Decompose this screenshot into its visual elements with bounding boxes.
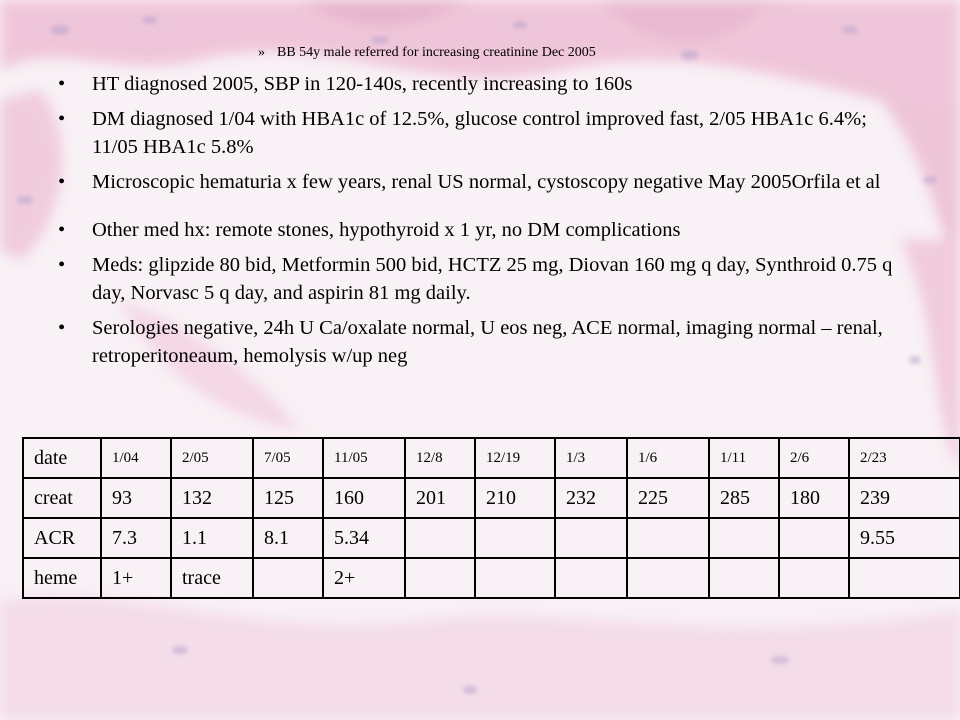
table-header-row	[23, 438, 960, 478]
bullet-text: Serologies negative, 24h U Ca/oxalate normal, U eos neg, ACE normal, imaging normal – renal, retroperitoneaum, hemolysis w/up neg	[92, 317, 883, 367]
table-row-acr	[23, 518, 960, 558]
table-cell: ACR	[23, 518, 101, 558]
table-header-cell: 7/05	[253, 438, 323, 478]
table-cell: 239	[849, 478, 960, 518]
table-cell: 232	[555, 478, 627, 518]
table-cell	[555, 558, 627, 598]
table-header-cell: 1/3	[555, 438, 627, 478]
table-header-cell: 2/6	[779, 438, 849, 478]
table-header-cell: 2/05	[171, 438, 253, 478]
lab-values-table	[22, 437, 960, 599]
bullet-marker: •	[58, 219, 66, 241]
table-header-cell: 11/05	[323, 438, 405, 478]
table-cell	[627, 518, 709, 558]
table-cell: 210	[475, 478, 555, 518]
table-cell	[709, 558, 779, 598]
table-cell	[405, 518, 475, 558]
bullet-marker: •	[58, 317, 66, 339]
table-cell: creat	[23, 478, 101, 518]
table-cell: 8.1	[253, 518, 323, 558]
slide-subtitle	[258, 45, 596, 61]
table-cell	[709, 518, 779, 558]
bullet-marker: •	[58, 73, 66, 95]
subtitle-marker: »	[258, 45, 265, 60]
table-cell	[475, 518, 555, 558]
table-cell	[627, 558, 709, 598]
bullet-marker: •	[58, 108, 66, 130]
table-cell	[555, 518, 627, 558]
table-row-creat	[23, 478, 960, 518]
bullet-text: Microscopic hematuria x few years, renal US normal, cystoscopy negative May 2005Orfila et al	[92, 171, 881, 193]
table-header-cell: 1/11	[709, 438, 779, 478]
table-cell: 5.34	[323, 518, 405, 558]
table-cell: 2+	[323, 558, 405, 598]
table-header-cell: 12/8	[405, 438, 475, 478]
table-cell: 285	[709, 478, 779, 518]
table-cell	[849, 558, 960, 598]
bullet-item	[56, 314, 916, 370]
bullet-item	[56, 70, 916, 98]
bullet-text: DM diagnosed 1/04 with HBA1c of 12.5%, glucose control improved fast, 2/05 HBA1c 6.4%; 11/05 HBA1c 5.8%	[92, 108, 867, 158]
table-cell: 1.1	[171, 518, 253, 558]
table-header-cell: 2/23	[849, 438, 960, 478]
table-cell: heme	[23, 558, 101, 598]
table-header-cell: 12/19	[475, 438, 555, 478]
table-cell: 1+	[101, 558, 171, 598]
bullet-marker: •	[58, 171, 66, 193]
bullet-item	[56, 105, 916, 161]
bullet-marker: •	[58, 254, 66, 276]
table-cell	[405, 558, 475, 598]
table-cell: 7.3	[101, 518, 171, 558]
table-row-heme	[23, 558, 960, 598]
table-cell	[475, 558, 555, 598]
table-cell: 180	[779, 478, 849, 518]
subtitle-text: BB 54y male referred for increasing creatinine Dec 2005	[277, 45, 596, 60]
table-cell: 93	[101, 478, 171, 518]
table-cell: 225	[627, 478, 709, 518]
table-header-cell: 1/6	[627, 438, 709, 478]
bullet-text: Other med hx: remote stones, hypothyroid x 1 yr, no DM complications	[92, 219, 681, 241]
table-cell: 201	[405, 478, 475, 518]
table-cell	[779, 518, 849, 558]
table-cell: 125	[253, 478, 323, 518]
bullet-item	[56, 168, 916, 196]
table-header-cell: 1/04	[101, 438, 171, 478]
bullet-list	[56, 70, 916, 377]
table-cell: 160	[323, 478, 405, 518]
bullet-item	[56, 251, 916, 307]
bullet-item	[56, 216, 916, 244]
table-cell	[253, 558, 323, 598]
table-header-cell: date	[23, 438, 101, 478]
bullet-text: Meds: glipzide 80 bid, Metformin 500 bid, HCTZ 25 mg, Diovan 160 mg q day, Synthroid 0.75 q day, Norvasc 5 q day, and aspirin 81 mg daily.	[92, 254, 893, 304]
table-cell: 9.55	[849, 518, 960, 558]
table-cell: trace	[171, 558, 253, 598]
table-cell: 132	[171, 478, 253, 518]
bullet-text: HT diagnosed 2005, SBP in 120-140s, recently increasing to 160s	[92, 73, 633, 95]
table-cell	[779, 558, 849, 598]
